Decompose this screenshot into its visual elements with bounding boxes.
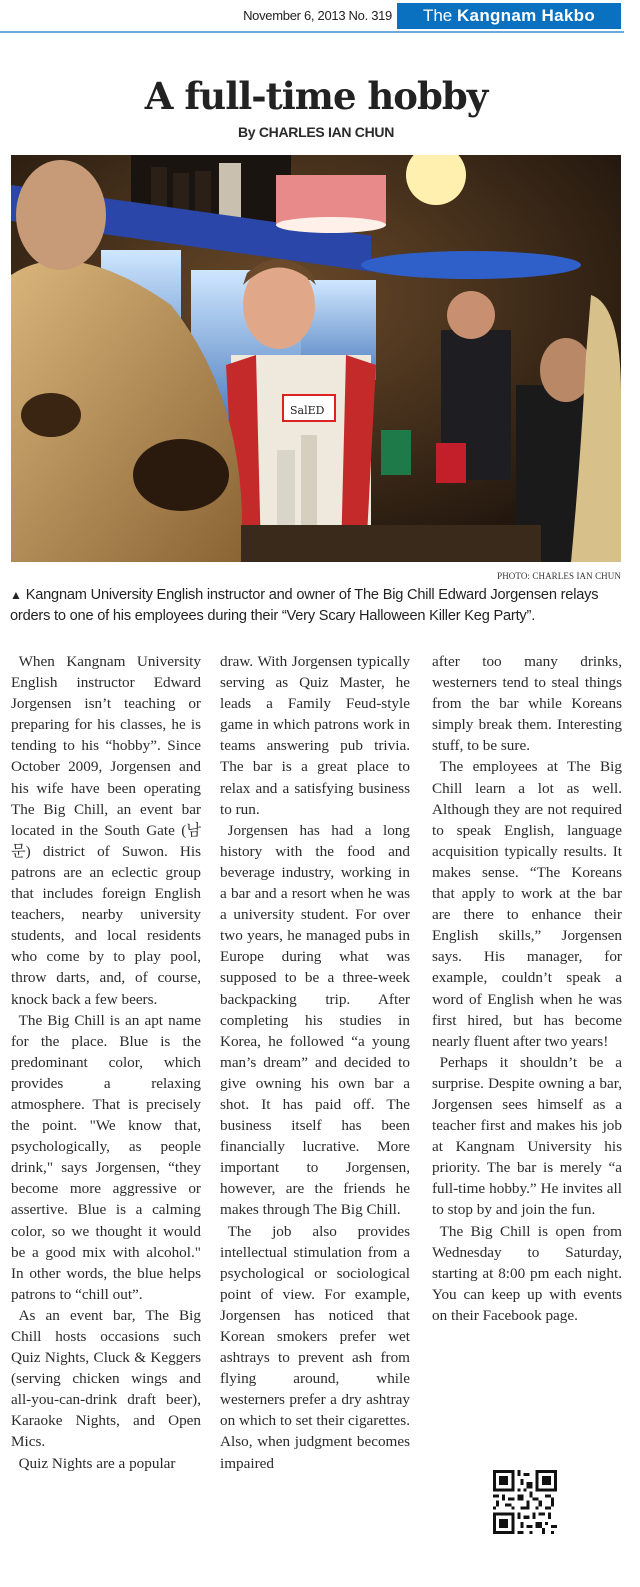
paragraph: after too many drinks, westerners tend to steal things from the bar while Koreans simply break them. Interesting stuff, to be sure. bbox=[432, 653, 622, 755]
logo-name: Kangnam Hakbo bbox=[456, 6, 596, 25]
paragraph: The Big Chill is an apt name for the place. Blue is the predominant color, which provides a relaxing atmosphere. That is precisely the point. "We know that, psychologically, as people drink," says Jorgensen, “they become more aggressive or assertive. Blue is a calming color, so we thought it would be a good mix with alcohol." In other words, the blue helps patrons to “chill out”. bbox=[11, 1011, 201, 1303]
qr-code-icon[interactable] bbox=[493, 1470, 557, 1534]
issue-date: November 6, 2013 No. 319 bbox=[243, 8, 392, 23]
masthead-rule bbox=[0, 31, 624, 33]
newspaper-logo bbox=[397, 3, 621, 29]
paragraph: As an event bar, The Big Chill hosts occasions such Quiz Nights, Cluck & Keggers (serving chicken wings and all-you-can-drink draft beer), Karaoke Nights, and Open Mics. bbox=[11, 1306, 201, 1451]
masthead bbox=[0, 3, 640, 29]
article-column-1 bbox=[11, 651, 201, 1474]
article-column-2 bbox=[220, 651, 410, 1474]
article-column-3 bbox=[432, 651, 622, 1326]
triangle-up-icon: ▲ bbox=[10, 588, 22, 602]
svg-text:SalED: SalED bbox=[290, 404, 325, 417]
paragraph: When Kangnam University English instructor Edward Jorgensen isn’t teaching or preparing for his classes, he is tending to his “hobby”. Since October 2009, Jorgensen and his wife have been operating The Big Chill, an event bar located in the South Gate (남문) district of Suwon. His patrons are an eclectic group that includes foreign English teachers, nearby university students, and local residents who come by to play pool, throw darts, and, of course, knock back a few beers. bbox=[11, 653, 201, 1008]
article-title: A full-time hobby bbox=[144, 74, 488, 118]
paragraph: The job also provides intellectual stimulation from a psychological or sociological point of view. For example, Jorgensen has noticed that Korean smokers prefer wet ashtrays to prevent ash from flying around, while westerners prefer a dry ashtray on which to set their cigarettes. Also, when judgment becomes impaired bbox=[220, 1222, 410, 1472]
photo-caption bbox=[10, 585, 630, 627]
photo-credit: PHOTO: CHARLES IAN CHUN bbox=[497, 571, 621, 581]
paragraph: The Big Chill is open from Wednesday to Saturday, starting at 8:00 pm each night. You can keep up with events on their Facebook page. bbox=[432, 1222, 622, 1324]
paragraph: Perhaps it shouldn’t be a surprise. Despite owning a bar, Jorgensen sees himself as a teacher first and makes his job at Kangnam University his priority. The bar is merely “a full-time hobby.” He invites all to stop by and join the fun. bbox=[432, 1053, 622, 1219]
paragraph: The employees at The Big Chill learn a lot as well. Although they are not required to speak English, language acquisition typically results. It makes sense. “The Koreans that apply to work at the bar are there to enhance their English skills,” Jorgensen says. His manager, for example, couldn’t speak a word of English when he was first hired, but has become nearly fluent after two years! bbox=[432, 758, 622, 1050]
logo-the: The bbox=[422, 6, 453, 25]
paragraph: Quiz Nights are a popular bbox=[18, 1454, 176, 1472]
article-byline: By CHARLES IAN CHUN bbox=[237, 124, 395, 140]
paragraph: Jorgensen has had a long history with the food and beverage industry, working in a bar and a resort when he was a university student. For over two years, he managed pubs in Europe during what was supposed to be a three-week backpacking trip. After completing his studies in Korea, he followed “a young man’s dream” and decided to give owning his own bar a shot. It has paid off. The business itself has been financially lucrative. More important to Jorgensen, however, are the friends he makes through The Big Chill. bbox=[220, 821, 410, 1219]
caption-text: Kangnam University English instructor and owner of The Big Chill Edward Jorgensen relays orders to one of his employees during their “Very Scary Halloween Killer Keg Party”. bbox=[10, 587, 599, 624]
article-photo bbox=[11, 155, 621, 562]
paragraph: draw. With Jorgensen typically serving as Quiz Master, he leads a Family Feud-style game in which patrons work in teams answering pub trivia. The bar is a great place to relax and a satisfying business to run. bbox=[220, 653, 410, 818]
